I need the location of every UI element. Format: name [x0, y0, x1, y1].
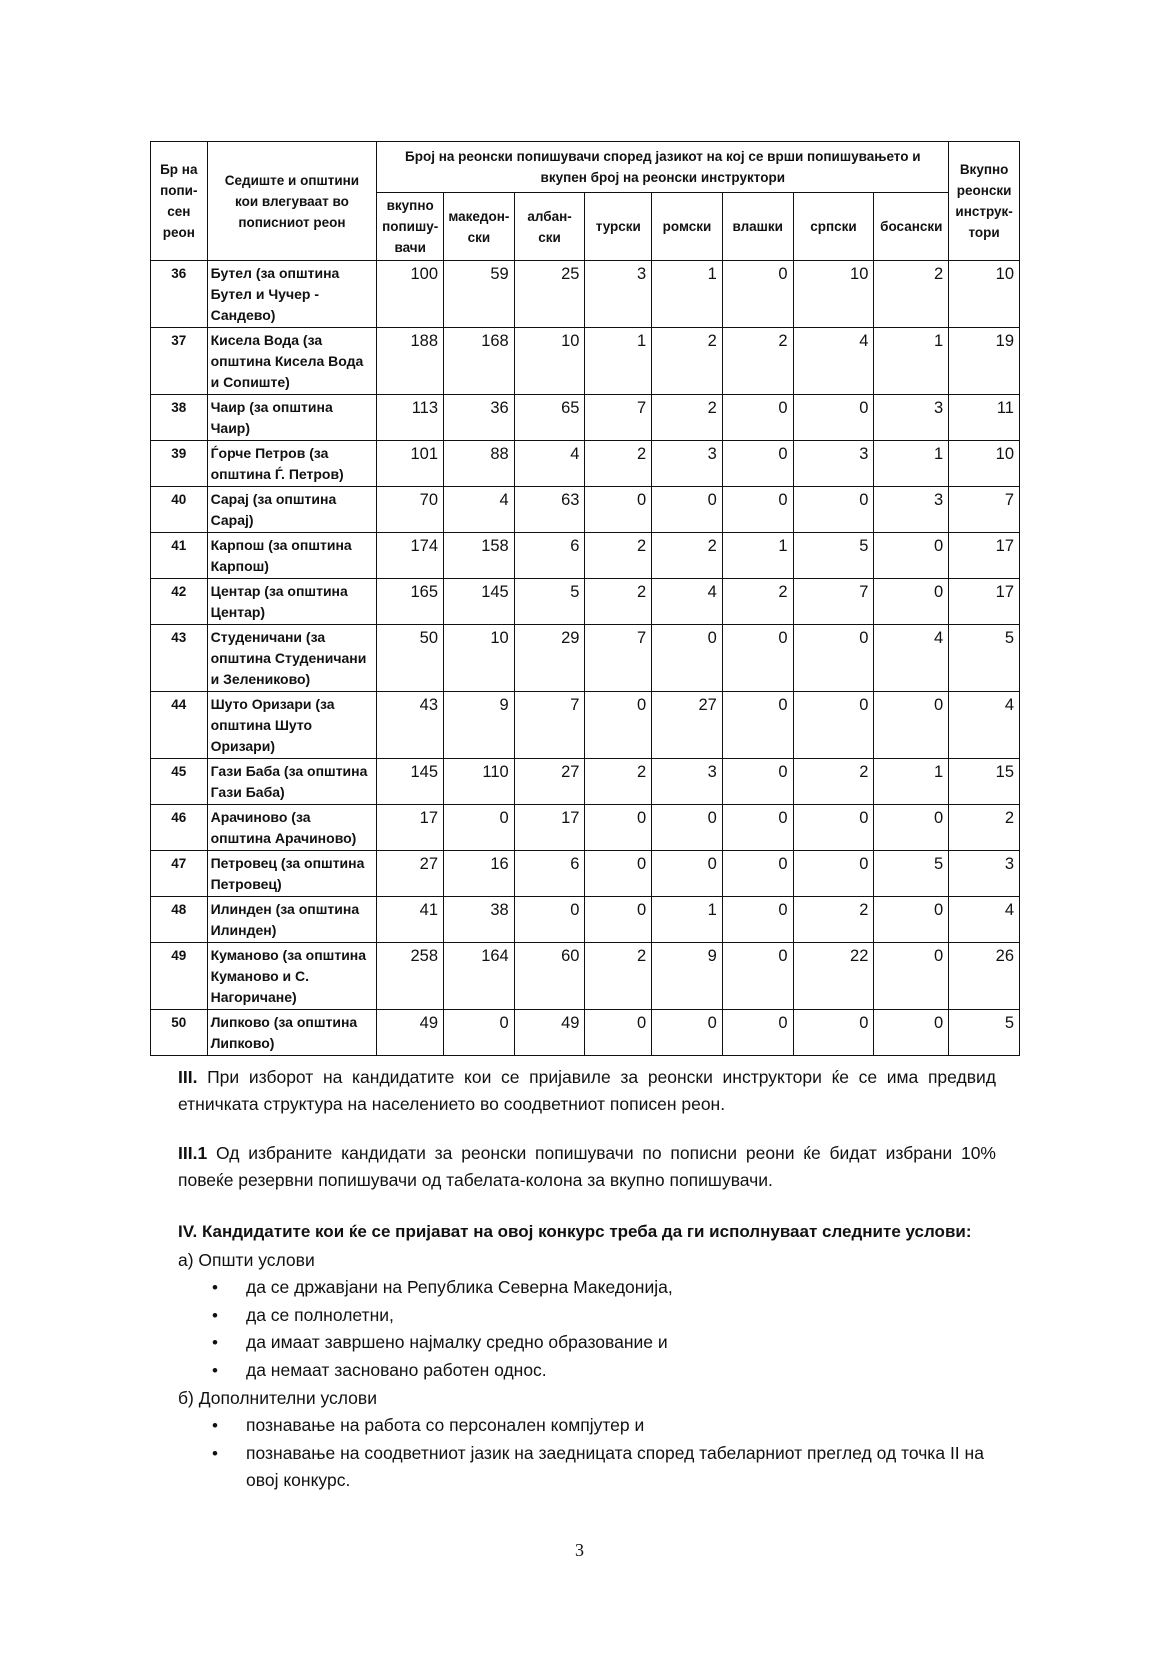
section-3-1-paragraph — [178, 1140, 996, 1194]
value-cell: 2 — [722, 328, 793, 395]
list-item-text: познавање на соодветниот јазик на заедницата според табеларниот преглед од точка II на овој конкурс. — [246, 1442, 984, 1490]
region-name-cell: Шуто Оризари (за општина Шуто Оризари) — [207, 692, 377, 759]
value-cell: 0 — [652, 851, 723, 897]
table-row — [151, 1010, 1020, 1056]
region-name-cell: Липково (за општина Липково) — [207, 1010, 377, 1056]
region-number-cell: 44 — [151, 692, 208, 759]
value-cell: 0 — [585, 897, 652, 943]
value-cell: 29 — [514, 625, 585, 692]
value-cell: 60 — [514, 943, 585, 1010]
value-cell: 164 — [444, 943, 515, 1010]
value-cell: 0 — [722, 943, 793, 1010]
value-cell: 0 — [793, 851, 874, 897]
value-cell: 0 — [722, 261, 793, 328]
section-3-paragraph — [178, 1064, 996, 1118]
region-name-cell: Куманово (за општина Куманово и С. Нагоричане) — [207, 943, 377, 1010]
value-cell: 0 — [722, 625, 793, 692]
value-cell: 3 — [874, 487, 949, 533]
value-cell: 0 — [652, 805, 723, 851]
value-cell: 1 — [722, 533, 793, 579]
value-cell: 5 — [874, 851, 949, 897]
value-cell: 0 — [652, 487, 723, 533]
value-cell: 2 — [652, 395, 723, 441]
value-cell: 7 — [949, 487, 1020, 533]
table-body — [151, 261, 1020, 1056]
value-cell: 70 — [377, 487, 444, 533]
value-cell: 0 — [874, 533, 949, 579]
header-vlach: влашки — [722, 193, 793, 261]
section-3-label: III. — [178, 1067, 198, 1087]
value-cell: 2 — [585, 533, 652, 579]
value-cell: 0 — [585, 805, 652, 851]
region-number-cell: 46 — [151, 805, 208, 851]
header-macedonian: македон- ски — [444, 193, 515, 261]
value-cell: 0 — [874, 943, 949, 1010]
region-name-cell: Гази Баба (за општина Гази Баба) — [207, 759, 377, 805]
value-cell: 7 — [585, 625, 652, 692]
value-cell: 4 — [949, 692, 1020, 759]
value-cell: 0 — [722, 487, 793, 533]
value-cell: 3 — [652, 759, 723, 805]
value-cell: 0 — [793, 692, 874, 759]
value-cell: 0 — [444, 1010, 515, 1056]
value-cell: 2 — [585, 759, 652, 805]
value-cell: 7 — [585, 395, 652, 441]
region-name-cell: Петровец (за општина Петровец) — [207, 851, 377, 897]
region-name-cell: Центар (за општина Центар) — [207, 579, 377, 625]
value-cell: 59 — [444, 261, 515, 328]
value-cell: 2 — [793, 897, 874, 943]
header-albanian: албан- ски — [514, 193, 585, 261]
value-cell: 168 — [444, 328, 515, 395]
value-cell: 17 — [949, 533, 1020, 579]
header-bosnian: босански — [874, 193, 949, 261]
value-cell: 22 — [793, 943, 874, 1010]
value-cell: 41 — [377, 897, 444, 943]
value-cell: 6 — [514, 851, 585, 897]
value-cell: 7 — [793, 579, 874, 625]
value-cell: 0 — [722, 805, 793, 851]
value-cell: 145 — [377, 759, 444, 805]
value-cell: 19 — [949, 328, 1020, 395]
table-row — [151, 533, 1020, 579]
value-cell: 0 — [874, 692, 949, 759]
value-cell: 3 — [585, 261, 652, 328]
value-cell: 88 — [444, 441, 515, 487]
region-number-cell: 49 — [151, 943, 208, 1010]
value-cell: 0 — [793, 1010, 874, 1056]
table-row — [151, 897, 1020, 943]
value-cell: 100 — [377, 261, 444, 328]
region-name-cell: Бутел (за општина Бутел и Чучер - Сандево) — [207, 261, 377, 328]
value-cell: 2 — [585, 943, 652, 1010]
list-item-text: да се државјани на Република Северна Македонија, — [246, 1277, 673, 1297]
general-conditions-heading: а) Општи услови — [178, 1250, 315, 1270]
value-cell: 17 — [949, 579, 1020, 625]
value-cell: 0 — [722, 441, 793, 487]
value-cell: 9 — [444, 692, 515, 759]
region-number-cell: 38 — [151, 395, 208, 441]
value-cell: 38 — [444, 897, 515, 943]
list-item-text: познавање на работа со персонален компјутер и — [246, 1415, 645, 1435]
list-item — [212, 1412, 1002, 1440]
value-cell: 258 — [377, 943, 444, 1010]
value-cell: 10 — [444, 625, 515, 692]
value-cell: 4 — [793, 328, 874, 395]
value-cell: 3 — [874, 395, 949, 441]
census-enumerators-table — [150, 141, 1020, 1056]
value-cell: 1 — [874, 759, 949, 805]
list-item-text: да немаат засновано работен однос. — [246, 1359, 547, 1380]
value-cell: 4 — [514, 441, 585, 487]
value-cell: 10 — [949, 261, 1020, 328]
additional-conditions-list — [212, 1412, 1002, 1495]
region-number-cell: 48 — [151, 897, 208, 943]
header-roma: ромски — [652, 193, 723, 261]
table-row — [151, 943, 1020, 1010]
value-cell: 5 — [949, 625, 1020, 692]
value-cell: 3 — [793, 441, 874, 487]
value-cell: 0 — [874, 579, 949, 625]
region-number-cell: 43 — [151, 625, 208, 692]
value-cell: 1 — [874, 441, 949, 487]
table-row — [151, 328, 1020, 395]
header-enumerators-by-language: Број на реонски попишувачи според јазикот на кој се врши попишувањето и вкупен број на реонски инструктори — [377, 142, 949, 193]
value-cell: 0 — [722, 759, 793, 805]
region-name-cell: Сарај (за општина Сарај) — [207, 487, 377, 533]
bullet-icon: • — [212, 1416, 218, 1435]
value-cell: 2 — [793, 759, 874, 805]
table-row — [151, 395, 1020, 441]
value-cell: 0 — [793, 487, 874, 533]
value-cell: 0 — [652, 1010, 723, 1056]
value-cell: 1 — [652, 261, 723, 328]
value-cell: 17 — [377, 805, 444, 851]
region-number-cell: 47 — [151, 851, 208, 897]
value-cell: 0 — [514, 897, 585, 943]
value-cell: 0 — [585, 851, 652, 897]
page-number: 3 — [575, 1540, 584, 1560]
region-name-cell: Кисела Вода (за општина Кисела Вода и Сопиште) — [207, 328, 377, 395]
value-cell: 4 — [874, 625, 949, 692]
table-row — [151, 579, 1020, 625]
value-cell: 0 — [793, 395, 874, 441]
table-row — [151, 851, 1020, 897]
region-number-cell: 41 — [151, 533, 208, 579]
value-cell: 7 — [514, 692, 585, 759]
value-cell: 4 — [444, 487, 515, 533]
value-cell: 17 — [514, 805, 585, 851]
table-row — [151, 441, 1020, 487]
list-item-text: да се полнолетни, — [246, 1304, 394, 1325]
value-cell: 0 — [722, 692, 793, 759]
value-cell: 0 — [652, 625, 723, 692]
region-number-cell: 45 — [151, 759, 208, 805]
value-cell: 0 — [874, 1010, 949, 1056]
value-cell: 0 — [722, 1010, 793, 1056]
value-cell: 1 — [874, 328, 949, 395]
section-3-text: При изборот на кандидатите кои се пријавиле за реонски инструктори ќе се има предвид етничката структура на населението во соодветниот пописен реон. — [178, 1067, 996, 1114]
value-cell: 0 — [585, 487, 652, 533]
bullet-icon: • — [212, 1443, 218, 1463]
region-name-cell: Студеничани (за општина Студеничани и Зелениково) — [207, 625, 377, 692]
value-cell: 0 — [585, 692, 652, 759]
value-cell: 27 — [514, 759, 585, 805]
value-cell: 1 — [652, 897, 723, 943]
value-cell: 4 — [652, 579, 723, 625]
header-total-instructors: Вкупно реонски инструк- тори — [949, 142, 1020, 261]
bullet-icon: • — [212, 1333, 218, 1352]
list-item — [212, 1329, 1002, 1357]
header-serbian: српски — [793, 193, 874, 261]
value-cell: 2 — [652, 328, 723, 395]
value-cell: 2 — [585, 579, 652, 625]
table-row — [151, 805, 1020, 851]
value-cell: 2 — [652, 533, 723, 579]
region-name-cell: Карпош (за општина Карпош) — [207, 533, 377, 579]
section-3-1-label: III.1 — [178, 1143, 208, 1163]
value-cell: 5 — [793, 533, 874, 579]
region-number-cell: 39 — [151, 441, 208, 487]
section-3-1-text: Од избраните кандидати за реонски попишувачи по пописни реони ќе бидат избрани 10% повеќе резервни попишувачи од табелата-колона за вкупно попишувачи. — [178, 1143, 996, 1190]
value-cell: 10 — [514, 328, 585, 395]
value-cell: 26 — [949, 943, 1020, 1010]
value-cell: 49 — [377, 1010, 444, 1056]
value-cell: 113 — [377, 395, 444, 441]
list-item — [212, 1440, 1002, 1495]
general-conditions-list — [212, 1274, 1002, 1384]
region-name-cell: Арачиново (за општина Арачиново) — [207, 805, 377, 851]
value-cell: 36 — [444, 395, 515, 441]
region-name-cell: Чаир (за општина Чаир) — [207, 395, 377, 441]
value-cell: 16 — [444, 851, 515, 897]
value-cell: 0 — [444, 805, 515, 851]
value-cell: 3 — [949, 851, 1020, 897]
value-cell: 5 — [949, 1010, 1020, 1056]
value-cell: 6 — [514, 533, 585, 579]
value-cell: 49 — [514, 1010, 585, 1056]
bullet-icon: • — [212, 1278, 218, 1297]
header-region-number: Бр на попи- сен реон — [151, 142, 208, 261]
value-cell: 0 — [874, 805, 949, 851]
value-cell: 145 — [444, 579, 515, 625]
region-number-cell: 42 — [151, 579, 208, 625]
value-cell: 4 — [949, 897, 1020, 943]
value-cell: 9 — [652, 943, 723, 1010]
value-cell: 1 — [585, 328, 652, 395]
bullet-icon: • — [212, 1360, 218, 1380]
list-item — [212, 1357, 1002, 1385]
value-cell: 27 — [652, 692, 723, 759]
region-number-cell: 37 — [151, 328, 208, 395]
list-item — [212, 1302, 1002, 1330]
value-cell: 0 — [722, 395, 793, 441]
value-cell: 25 — [514, 261, 585, 328]
value-cell: 158 — [444, 533, 515, 579]
value-cell: 3 — [652, 441, 723, 487]
value-cell: 0 — [874, 897, 949, 943]
region-name-cell: Ѓорче Петров (за општина Ѓ. Петров) — [207, 441, 377, 487]
additional-conditions-heading: б) Дополнителни услови — [178, 1388, 377, 1408]
value-cell: 110 — [444, 759, 515, 805]
value-cell: 2 — [585, 441, 652, 487]
value-cell: 5 — [514, 579, 585, 625]
header-total-enumerators: вкупно попишу- вачи — [377, 193, 444, 261]
region-number-cell: 36 — [151, 261, 208, 328]
value-cell: 50 — [377, 625, 444, 692]
value-cell: 0 — [722, 897, 793, 943]
value-cell: 10 — [793, 261, 874, 328]
region-name-cell: Илинден (за општина Илинден) — [207, 897, 377, 943]
value-cell: 0 — [722, 851, 793, 897]
value-cell: 43 — [377, 692, 444, 759]
value-cell: 0 — [793, 625, 874, 692]
table-row — [151, 261, 1020, 328]
value-cell: 165 — [377, 579, 444, 625]
table-row — [151, 692, 1020, 759]
table-row — [151, 759, 1020, 805]
value-cell: 188 — [377, 328, 444, 395]
header-seat-municipalities: Седиште и општини кои влегуваат во пописниот реон — [207, 142, 377, 261]
value-cell: 27 — [377, 851, 444, 897]
value-cell: 174 — [377, 533, 444, 579]
value-cell: 11 — [949, 395, 1020, 441]
bullet-icon: • — [212, 1305, 218, 1325]
value-cell: 65 — [514, 395, 585, 441]
header-turkish: турски — [585, 193, 652, 261]
table-row — [151, 487, 1020, 533]
value-cell: 15 — [949, 759, 1020, 805]
table-row — [151, 625, 1020, 692]
value-cell: 101 — [377, 441, 444, 487]
value-cell: 10 — [949, 441, 1020, 487]
value-cell: 0 — [585, 1010, 652, 1056]
section-4-heading: IV. Кандидатите кои ќе се пријават на овој конкурс треба да ги исполнуваат следните услови: — [178, 1222, 972, 1241]
list-item-text: да имаат завршено најмалку средно образование и — [246, 1332, 668, 1352]
region-number-cell: 50 — [151, 1010, 208, 1056]
region-number-cell: 40 — [151, 487, 208, 533]
value-cell: 63 — [514, 487, 585, 533]
value-cell: 0 — [793, 805, 874, 851]
list-item — [212, 1274, 1002, 1302]
value-cell: 2 — [874, 261, 949, 328]
value-cell: 2 — [949, 805, 1020, 851]
value-cell: 2 — [722, 579, 793, 625]
